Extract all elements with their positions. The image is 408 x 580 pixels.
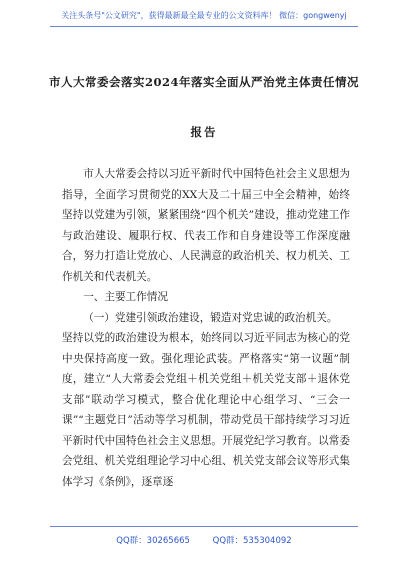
footer-qq-group-1: QQ群：30265665	[116, 536, 190, 546]
document-body	[62, 164, 350, 492]
section-heading: 一、主要工作情况	[83, 291, 168, 303]
subsection-heading: （一）党建引领政治建设，锻造对党忠诚的政治机关。	[83, 311, 338, 324]
header-divider	[50, 26, 358, 27]
document-subtitle: 报告	[190, 125, 218, 139]
body-paragraph: 坚持以党的政治建设为根本，始终同以习近平同志为核心的党中央保持高度一致。强化理论武装。严格落实“第一议题”制度，建立“人大常委会党组＋机关党组＋机关党支部＋退休党支部”联动学习模式，整合优化理论中心组学习、“三会一课”“主题党日”活动等学习机制，带动党员干部持续学习习近平新时代中国特色社会主义思想。开展党纪学习教育。以常委会党组、机关党组理论学习中心组、机关党支部会议等形式集体学习《条例》，逐章逐	[62, 332, 350, 488]
document-title: 市人大常委会落实2024年落实全面从严治党主体责任情况	[48, 75, 359, 89]
intro-paragraph: 市人大常委会持以习近平新时代中国特色社会主义思想为指导，全面学习贯彻党的XX大及二十届三中全会精神，始终坚持以党建为引领，紧紧围绕“四个机关”建设，推动党建工作与政治建设、履职行权、代表工作和自身建设等工作深度融合，努力打造让党放心、人民满意的政治机关、权力机关、工作机关和代表机关。	[62, 168, 350, 283]
header-banner: 关注头条号"公文研究"，获得最新最全最专业的公文资料库！ 微信：gongwenyj	[61, 11, 347, 20]
footer-qq-group-2: QQ群：535304092	[212, 536, 292, 546]
footer	[0, 534, 408, 546]
footer-divider	[50, 526, 358, 527]
